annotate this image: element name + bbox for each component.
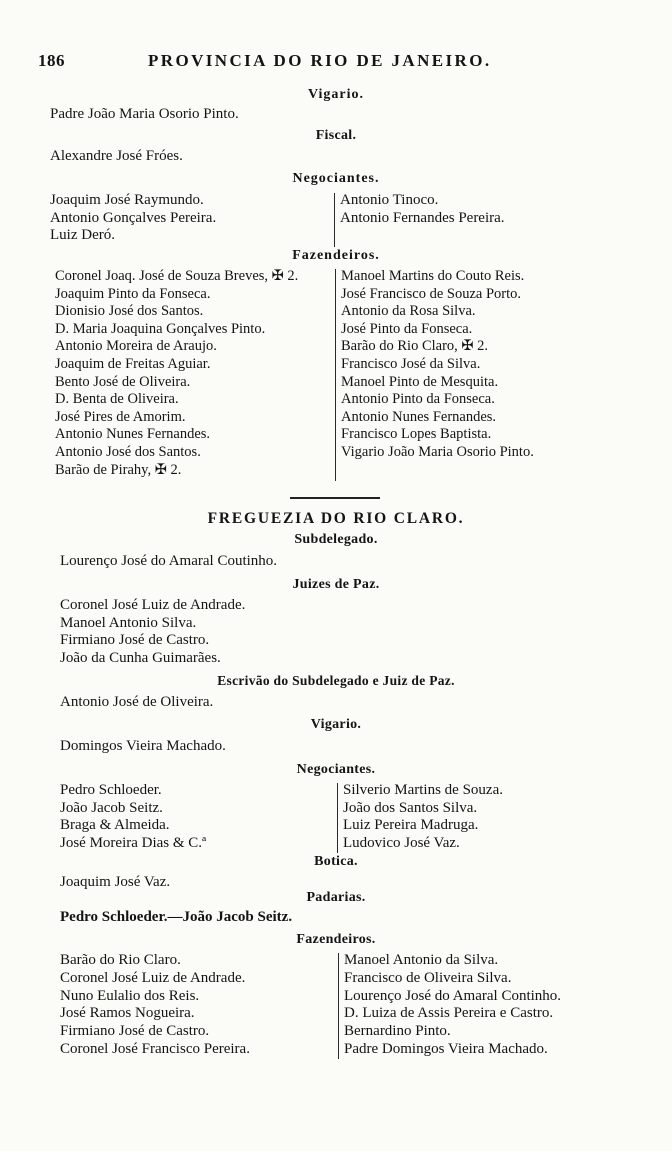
section-title-fazendeiros-2: Fazendeiros. bbox=[296, 932, 376, 947]
column-divider bbox=[334, 193, 335, 247]
section-divider bbox=[290, 497, 380, 499]
column-divider bbox=[337, 783, 338, 853]
list-item: Luiz Deró. bbox=[50, 227, 115, 244]
section-title-padarias: Padarias. bbox=[306, 890, 366, 905]
list-item: Antonio Fernandes Pereira. bbox=[340, 209, 505, 226]
list-item: Padre Domingos Vieira Machado. bbox=[344, 1040, 548, 1057]
list-item: Vigario João Maria Osorio Pinto. bbox=[341, 443, 534, 460]
list-item: Firmiano José de Castro. bbox=[60, 1023, 210, 1040]
page-number: 186 bbox=[38, 51, 65, 70]
list-item: Manoel Martins do Couto Reis. bbox=[341, 268, 525, 284]
list-item: Antonio Nunes Fernandes. bbox=[55, 426, 211, 443]
fiscal-name: Alexandre José Fróes. bbox=[50, 148, 183, 164]
list-item: Francisco Lopes Baptista. bbox=[341, 426, 492, 443]
list-item: Antonio Tinoco. bbox=[340, 192, 439, 208]
section-title-fazendeiros: Fazendeiros. bbox=[292, 248, 380, 263]
list-item: José Pinto da Fonseca. bbox=[341, 320, 473, 337]
fazendeiros-left-column bbox=[55, 268, 298, 479]
juizes-list bbox=[60, 597, 245, 667]
list-item: Antonio Pinto da Fonseca. bbox=[341, 391, 495, 408]
list-item: Barão do Rio Claro. bbox=[60, 952, 181, 968]
page-header bbox=[0, 52, 672, 76]
list-item: Braga & Almeida. bbox=[60, 817, 170, 834]
list-item: D. Luiza de Assis Pereira e Castro. bbox=[344, 1005, 554, 1022]
list-item: Firmiano José de Castro. bbox=[60, 632, 210, 649]
list-item: Joaquim Pinto da Fonseca. bbox=[55, 285, 211, 302]
fazendeiros-left-column-2 bbox=[60, 952, 250, 1059]
section-title-escrivao: Escrivão do Subdelegado e Juiz de Paz. bbox=[217, 673, 455, 688]
padarias-names: Pedro Schloeder.—João Jacob Seitz. bbox=[60, 909, 293, 925]
list-item: Francisco José da Silva. bbox=[341, 355, 481, 372]
list-item: Joaquim de Freitas Aguiar. bbox=[55, 355, 211, 372]
list-item: Antonio da Rosa Silva. bbox=[341, 303, 476, 320]
list-item: João da Cunha Guimarães. bbox=[60, 649, 221, 666]
list-item: José Pires de Amorim. bbox=[55, 408, 186, 425]
list-item: Bernardino Pinto. bbox=[344, 1023, 451, 1040]
list-item: Dionisio José dos Santos. bbox=[55, 303, 204, 320]
list-item: José Ramos Nogueira. bbox=[60, 1005, 195, 1022]
list-item: José Francisco de Souza Porto. bbox=[341, 285, 522, 302]
column-divider bbox=[335, 269, 336, 481]
list-item: Luiz Pereira Madruga. bbox=[343, 817, 479, 834]
parish-title: FREGUEZIA DO RIO CLARO. bbox=[207, 510, 465, 527]
negociantes-left-column-2 bbox=[60, 782, 206, 852]
negociantes-left-column bbox=[50, 192, 216, 245]
negociantes-right-column bbox=[340, 192, 505, 227]
list-item: Antonio Moreira de Araujo. bbox=[55, 338, 217, 355]
section-title-vigario: Vigario. bbox=[307, 87, 365, 102]
list-item: Manoel Antonio da Silva. bbox=[344, 952, 499, 968]
list-item: Ludovico José Vaz. bbox=[343, 834, 460, 851]
list-item: Joaquim José Raymundo. bbox=[50, 192, 204, 208]
list-item: Antonio Gonçalves Pereira. bbox=[50, 209, 217, 226]
list-item: Manoel Pinto de Mesquita. bbox=[341, 373, 499, 390]
negociantes-right-column-2 bbox=[343, 782, 503, 852]
list-item: Nuno Eulalio dos Reis. bbox=[60, 987, 200, 1004]
list-item: Coronel José Luiz de Andrade. bbox=[60, 969, 246, 986]
list-item: João dos Santos Silva. bbox=[343, 799, 478, 816]
list-item: João Jacob Seitz. bbox=[60, 799, 163, 816]
list-item: D. Maria Joaquina Gonçalves Pinto. bbox=[55, 320, 266, 337]
list-item: Barão de Pirahy, ✠ 2. bbox=[55, 461, 182, 478]
section-title-negociantes: Negociantes. bbox=[292, 171, 380, 186]
section-title-subdelegado: Subdelegado. bbox=[294, 532, 378, 547]
list-item: Coronel José Francisco Pereira. bbox=[60, 1040, 250, 1057]
list-item: D. Benta de Oliveira. bbox=[55, 391, 179, 408]
botica-name: Joaquim José Vaz. bbox=[60, 874, 171, 890]
section-title-botica: Botica. bbox=[314, 854, 358, 869]
running-title: PROVINCIA DO RIO DE JANEIRO. bbox=[148, 51, 492, 70]
list-item: José Moreira Dias & C.ª bbox=[60, 834, 207, 851]
list-item: Francisco de Oliveira Silva. bbox=[344, 969, 512, 986]
section-title-juizes: Juizes de Paz. bbox=[292, 577, 380, 592]
list-item: Barão do Rio Claro, ✠ 2. bbox=[341, 338, 489, 355]
list-item: Bento José de Oliveira. bbox=[55, 373, 191, 390]
list-item: Antonio Nunes Fernandes. bbox=[341, 408, 497, 425]
vigario-name-2: Domingos Vieira Machado. bbox=[60, 738, 226, 754]
list-item: Silverio Martins de Souza. bbox=[343, 782, 503, 798]
list-item: Manoel Antonio Silva. bbox=[60, 614, 197, 631]
escrivao-name: Antonio José de Oliveira. bbox=[60, 694, 214, 710]
section-title-vigario-2: Vigario. bbox=[310, 717, 362, 732]
column-divider bbox=[338, 953, 339, 1059]
section-title-negociantes-2: Negociantes. bbox=[296, 762, 376, 777]
list-item: Antonio José dos Santos. bbox=[55, 443, 201, 460]
section-title-fiscal: Fiscal. bbox=[315, 128, 357, 143]
list-item: Lourenço José do Amaral Continho. bbox=[344, 987, 562, 1004]
subdelegado-name: Lourenço José do Amaral Coutinho. bbox=[60, 553, 278, 569]
fazendeiros-right-column-2 bbox=[344, 952, 561, 1059]
fazendeiros-right-column bbox=[341, 268, 534, 462]
list-item: Coronel José Luiz de Andrade. bbox=[60, 597, 246, 613]
vigario-name: Padre João Maria Osorio Pinto. bbox=[50, 106, 239, 122]
list-item: Pedro Schloeder. bbox=[60, 782, 162, 798]
list-item: Coronel Joaq. José de Souza Breves, ✠ 2. bbox=[55, 268, 299, 284]
